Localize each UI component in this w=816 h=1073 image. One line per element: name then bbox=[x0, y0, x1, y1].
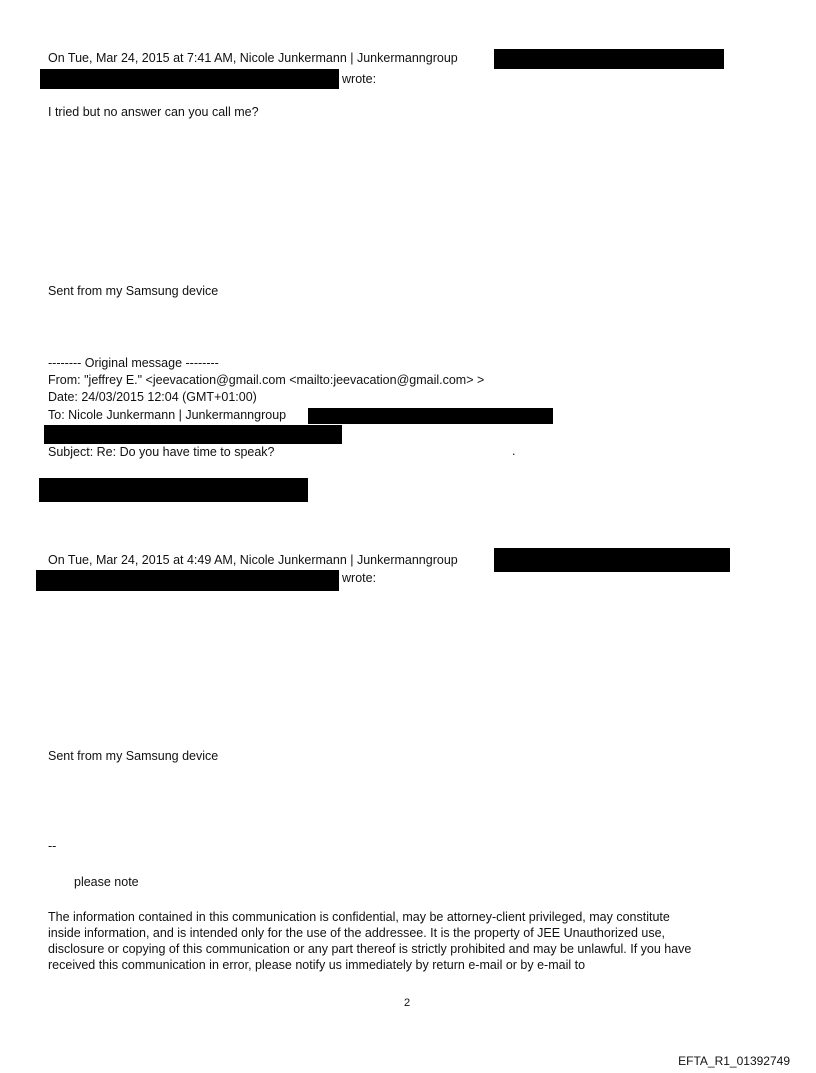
email1-body: I tried but no answer can you call me? bbox=[48, 105, 259, 119]
email1-header-line1: On Tue, Mar 24, 2015 at 7:41 AM, Nicole Junkermann | Junkermanngroup bbox=[48, 51, 458, 65]
disclaimer-line-1: The information contained in this communication is confidential, may be attorney-client privileged, may constitute bbox=[48, 910, 670, 924]
original-date: Date: 24/03/2015 12:04 (GMT+01:00) bbox=[48, 390, 257, 404]
redaction-box bbox=[494, 548, 730, 572]
disclaimer-line-2: inside information, and is intended only for the use of the addressee. It is the property of JEE Unauthorized use, bbox=[48, 926, 666, 940]
redaction-box bbox=[39, 478, 308, 502]
original-divider: -------- Original message -------- bbox=[48, 356, 219, 370]
email1-signature: Sent from my Samsung device bbox=[48, 284, 219, 298]
redaction-box bbox=[40, 69, 339, 89]
disclaimer-line-3: disclosure or copying of this communication or any part thereof is strictly prohibited and may be unlawful. If you have bbox=[48, 942, 692, 956]
redaction-box bbox=[494, 49, 724, 69]
please-note: please note bbox=[74, 875, 139, 889]
email2-header-line1: On Tue, Mar 24, 2015 at 4:49 AM, Nicole Junkermann | Junkermanngroup bbox=[48, 553, 458, 567]
signature-dashes: -- bbox=[48, 839, 57, 853]
redaction-box bbox=[36, 570, 339, 591]
document-id: EFTA_R1_01392749 bbox=[678, 1054, 790, 1068]
email2-header-wrote: wrote: bbox=[342, 571, 377, 585]
original-subject: Subject: Re: Do you have time to speak? bbox=[48, 445, 275, 459]
original-to: To: Nicole Junkermann | Junkermanngroup bbox=[48, 408, 287, 422]
email2-signature: Sent from my Samsung device bbox=[48, 749, 219, 763]
original-from: From: "jeffrey E." <jeevacation@gmail.com <mailto:jeevacation@gmail.com> > bbox=[48, 373, 485, 387]
redaction-box bbox=[44, 425, 342, 444]
email1-header-wrote: wrote: bbox=[342, 72, 377, 86]
page-number: 2 bbox=[404, 997, 411, 1009]
redaction-box bbox=[308, 408, 553, 424]
original-dot: . bbox=[512, 444, 516, 458]
disclaimer-line-4: received this communication in error, please notify us immediately by return e-mail or by e-mail to bbox=[48, 958, 586, 972]
